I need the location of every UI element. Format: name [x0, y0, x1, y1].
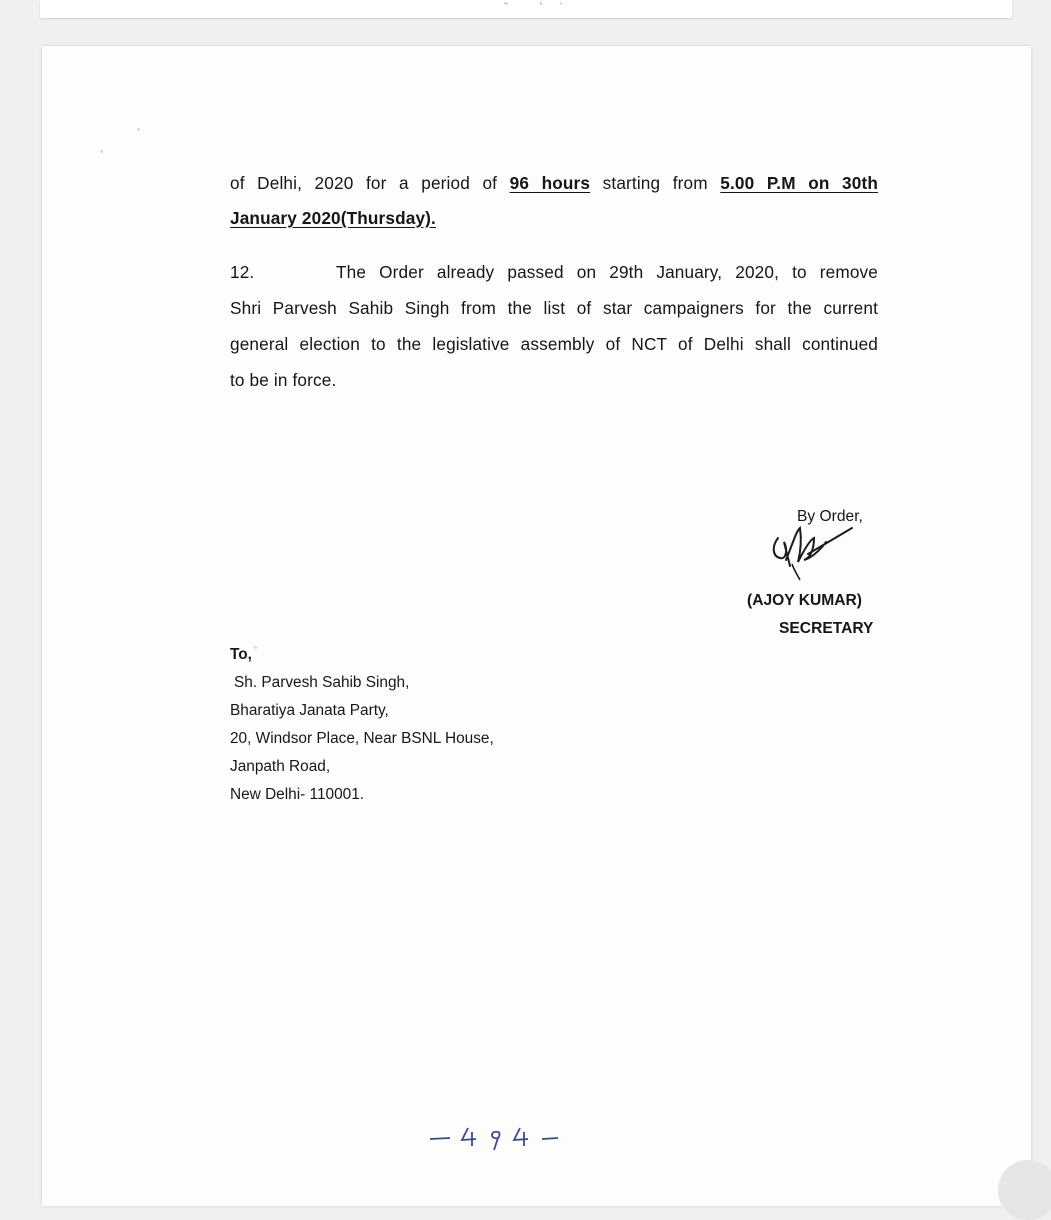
- paragraph-12-line-3: general election to the legislative assembly of NCT of Delhi shall continued: [230, 334, 878, 354]
- scan-mark: [500, 0, 580, 6]
- paragraph-11-line-1: [230, 173, 878, 194]
- paragraph-12-line-2: Shri Parvesh Sahib Singh from the list of star campaigners for the current: [230, 298, 878, 318]
- scan-speck: [137, 128, 140, 131]
- by-order-label: By Order,: [797, 508, 863, 525]
- address-to-label: To,: [230, 646, 252, 663]
- signatory-title: SECRETARY: [779, 620, 874, 637]
- floating-action-icon[interactable]: [998, 1160, 1051, 1220]
- address-line-1: Sh. Parvesh Sahib Singh,: [234, 674, 410, 691]
- scan-speck: [254, 646, 257, 649]
- scan-speck: [100, 150, 103, 153]
- document-page: [42, 46, 1031, 1206]
- text-segment: of Delhi, 2020 for a period of: [230, 173, 510, 193]
- previous-page-edge: [40, 0, 1012, 18]
- signature-scribble: [764, 520, 856, 582]
- address-line-4: Janpath Road,: [230, 758, 331, 775]
- paragraph-12-line-4: to be in force.: [230, 370, 337, 390]
- text-segment: starting from: [590, 173, 721, 193]
- paragraph-number: 12.: [230, 262, 255, 282]
- address-line-5: New Delhi- 110001.: [230, 786, 365, 803]
- start-date-emphasis: January 2020(Thursday).: [230, 208, 436, 228]
- address-line-2: Bharatiya Janata Party,: [230, 702, 389, 719]
- duration-emphasis: 96 hours: [509, 173, 591, 193]
- signatory-name: (AJOY KUMAR): [747, 592, 862, 609]
- page-number-ink: [428, 1122, 568, 1152]
- address-line-3: 20, Windsor Place, Near BSNL House,: [230, 730, 494, 747]
- paragraph-11-line-2: [230, 208, 436, 229]
- paragraph-12-line-1: The Order already passed on 29th January, 2020, to remove: [336, 262, 878, 282]
- handwritten-page-number: [428, 1122, 568, 1157]
- start-time-emphasis: 5.00 P.M on 30th: [720, 173, 878, 193]
